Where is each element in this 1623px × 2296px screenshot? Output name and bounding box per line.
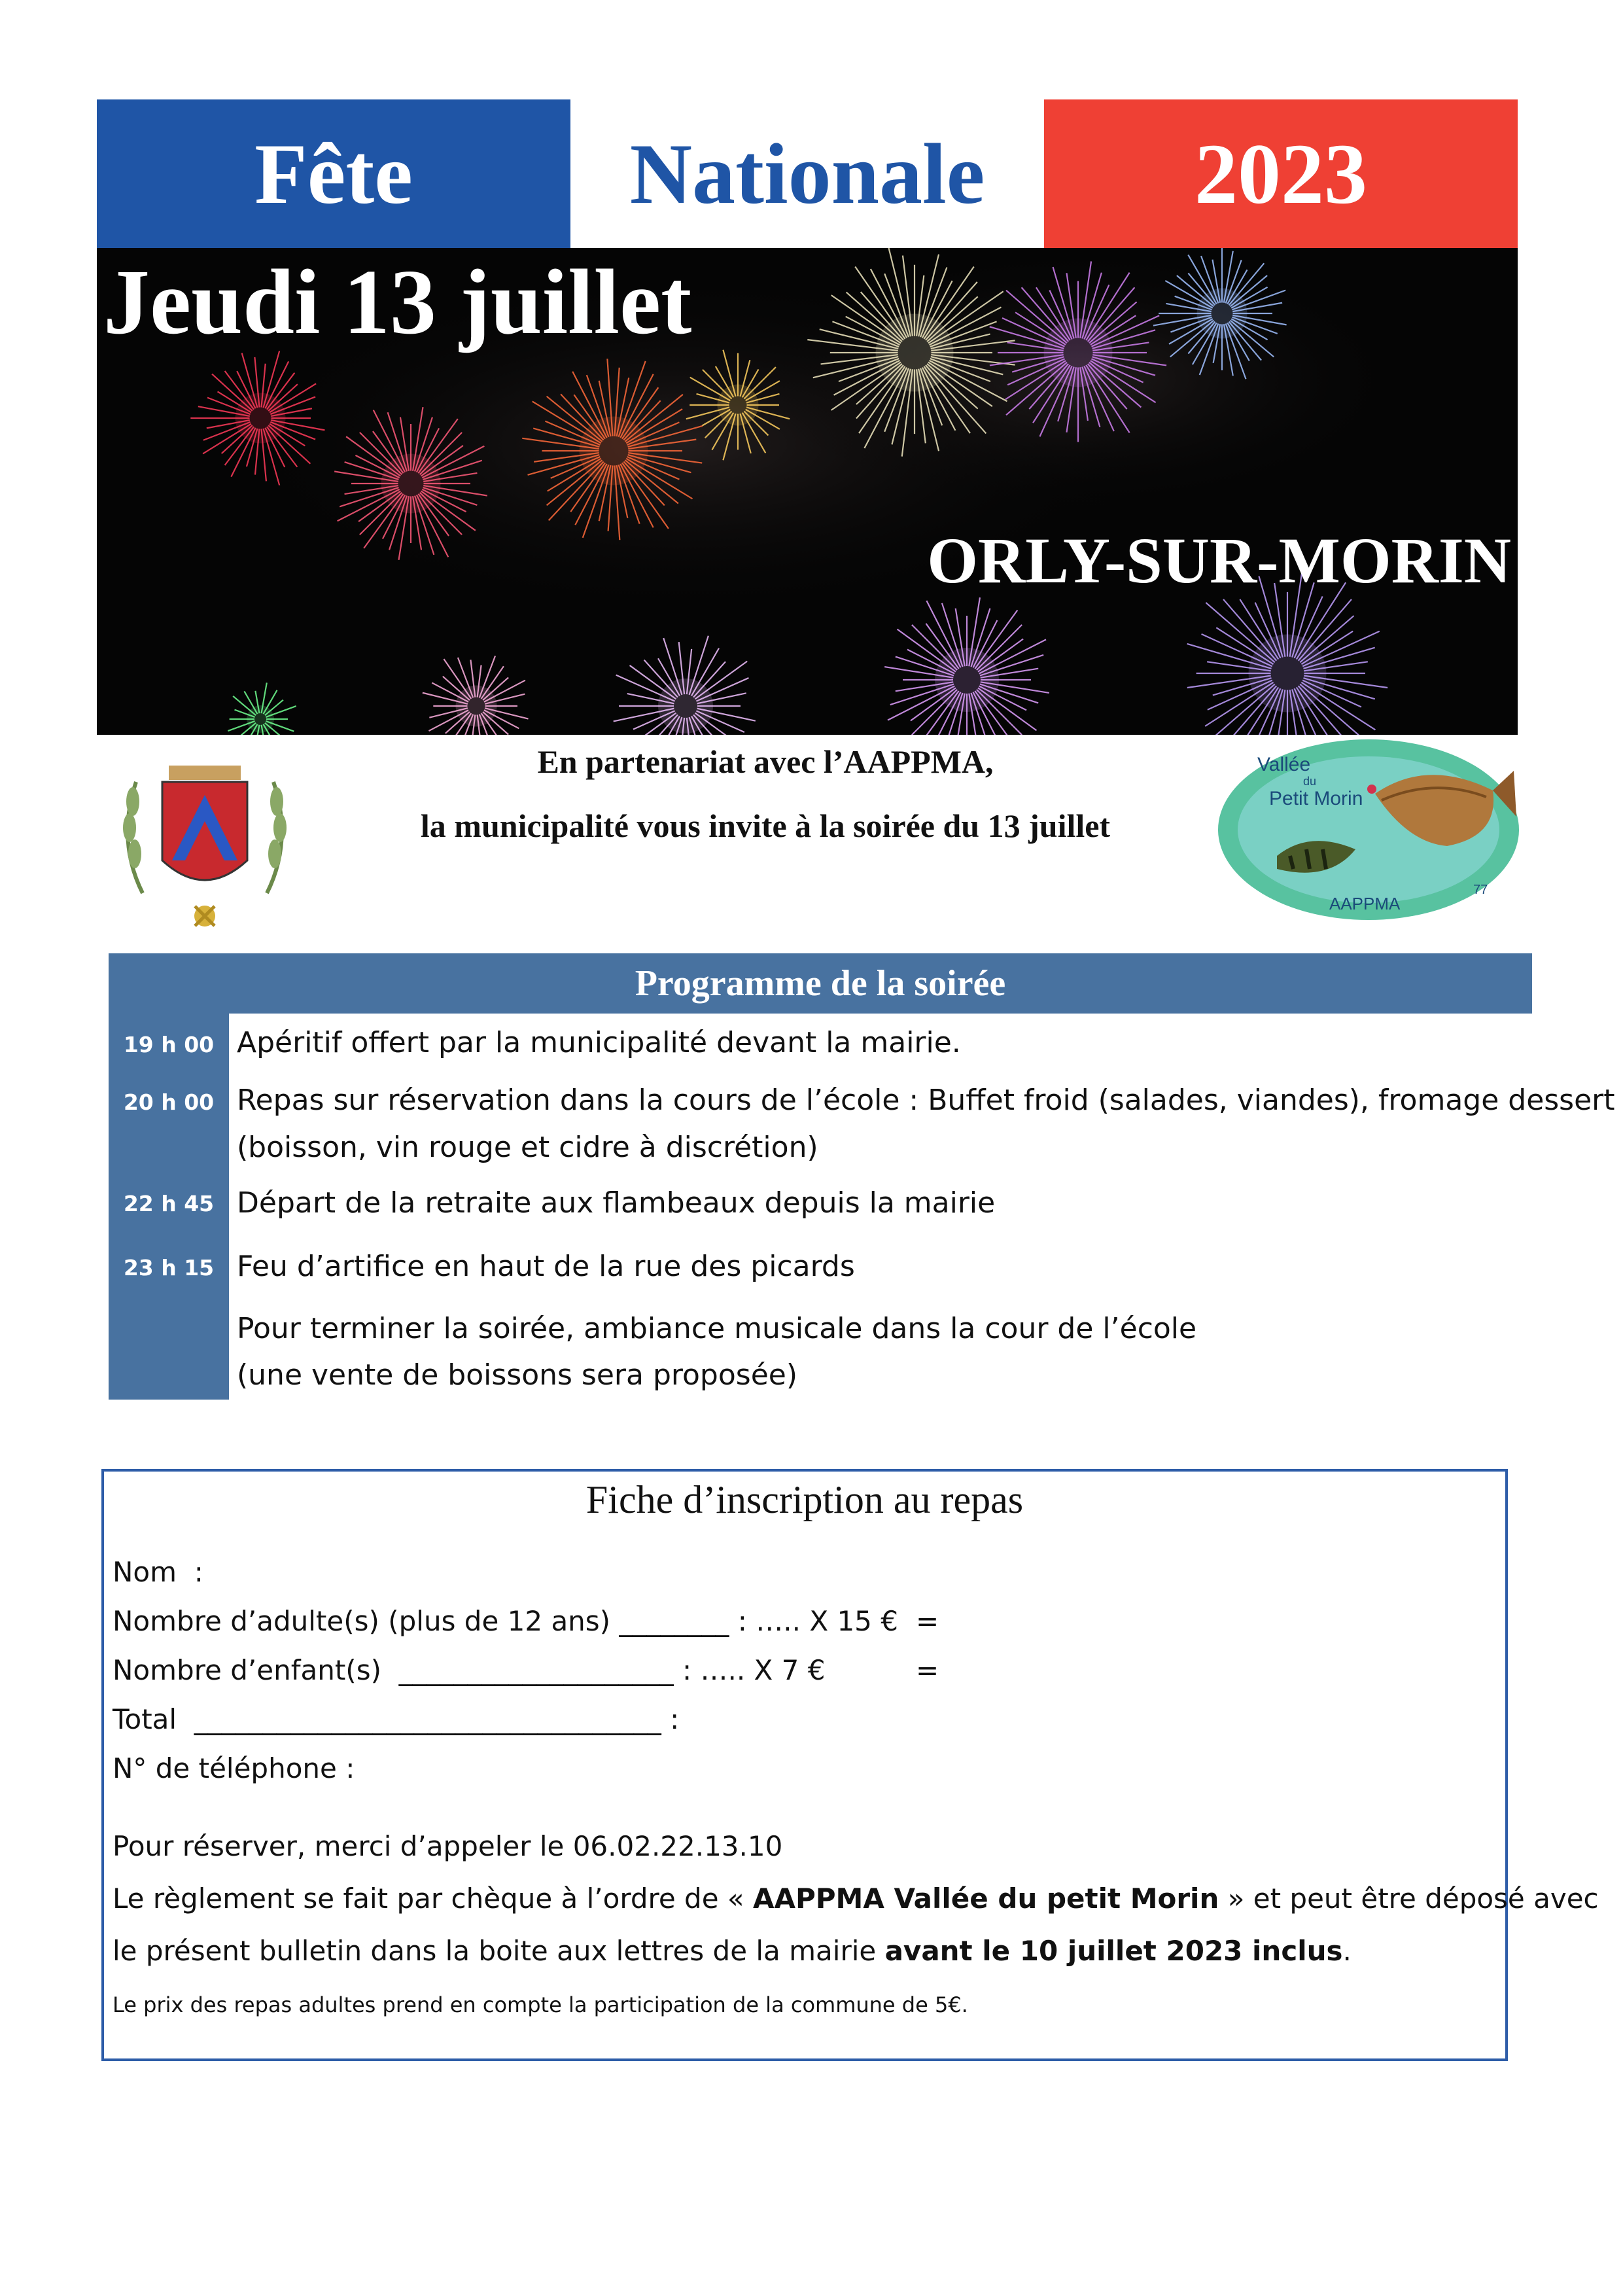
town-name: ORLY-SUR-MORIN [927,524,1511,597]
payment-line-2: le présent bulletin dans la boite aux lettres de la mairie avant le 10 juillet 2023 inclus. [113,1935,1352,1967]
form-adults-field[interactable]: Nombre d’adulte(s) (plus de 12 ans) ________ : ….. X 15 € [113,1605,898,1637]
programme-item-text-cont: (une vente de boissons sera proposée) [237,1358,798,1392]
firework-spark [898,629,956,672]
firework-spark [975,610,1017,669]
banner-word-year: 2023 [1044,99,1518,248]
programme-item-text-cont: (boisson, vin rouge et cidre à discrétion) [237,1131,818,1164]
programme-item-text: Apéritif offert par la municipalité devant la mairie. [237,1026,961,1059]
firework-spark [1205,682,1273,726]
logo-text-aappma: AAPPMA [1329,894,1401,913]
logo-text-dept: 77 [1473,883,1488,897]
form-phone-field[interactable]: N° de téléphone : [113,1752,355,1784]
partnership-line-1: En partenariat avec l’AAPPMA, [537,743,994,780]
programme-time: 22 h 45 [123,1191,215,1216]
programme-title: Programme de la soirée [109,953,1532,1014]
municipal-crest-icon [103,743,306,939]
firework-spark [1301,682,1375,730]
logo-text-du: du [1303,775,1317,788]
form-title: Fiche d’inscription au repas [585,1478,1024,1521]
form-adults-equals: = [916,1605,939,1637]
banner-word-nationale: Nationale [570,99,1044,248]
banner-word-fete: Fête [97,99,570,248]
partnership-line-2: la municipalité vous invite à la soirée du 13 juillet [420,807,1111,844]
aappma-logo [1212,732,1526,928]
fireworks-image [97,248,1518,735]
price-note: Le prix des repas adultes prend en compte la participation de la commune de 5€. [113,1992,968,2017]
programme-time: 23 h 15 [123,1255,215,1280]
logo-text-petit-morin: Petit Morin [1269,788,1363,809]
firework-spark [444,659,471,699]
firework-spark [1206,603,1274,662]
logo-text-vallee: Vallée [1257,754,1311,775]
form-children-equals: = [916,1654,939,1686]
reservation-phone-text: Pour réserver, merci d’appeler le 06.02.22.13.10 [113,1830,783,1862]
programme-item-text: Départ de la retraite aux flambeaux depuis la mairie [237,1186,996,1220]
payment-line-1: Le règlement se fait par chèque à l’ordre de « AAPPMA Vallée du petit Morin » et peut être déposé avec [113,1882,1599,1915]
form-total-field[interactable]: Total __________________________________ : [113,1703,680,1735]
form-name-field[interactable]: Nom : [113,1556,203,1588]
firework-spark [978,688,1036,730]
programme-item-text: Pour terminer la soirée, ambiance musicale dans la cour de l’école [237,1312,1197,1345]
programme-time: 20 h 00 [123,1089,215,1115]
programme-time: 19 h 00 [123,1032,215,1057]
programme-item-text: Repas sur réservation dans la cours de l’école : Buffet froid (salades, viandes), fromage dessert [237,1084,1615,1117]
event-date: Jeudi 13 juillet [103,250,692,353]
programme-item-text: Feu d’artifice en haut de la rue des picards [237,1250,855,1283]
form-children-field[interactable]: Nombre d’enfant(s) ____________________ : ….. X 7 € [113,1654,826,1686]
